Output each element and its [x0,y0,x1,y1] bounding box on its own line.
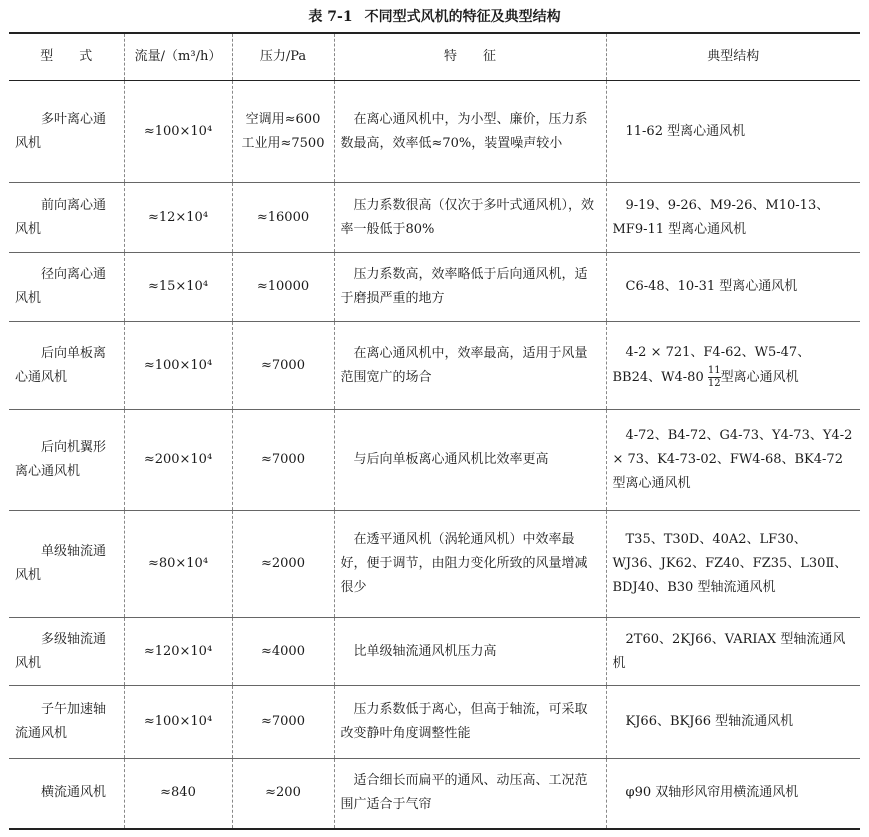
table-row [9,511,860,618]
cell-flow: ≈100×10⁴ [124,686,232,759]
cell-type: 径向离心通风机 [9,253,124,322]
table-row [9,410,860,511]
cell-feature: 在离心通风机中，效率最高，适用于风量范围宽广的场合 [334,322,606,410]
fraction-numerator: 11 [707,365,721,376]
header-pressure: 压力/Pa [232,33,334,81]
cell-structure: 4-72、B4-72、G4-73、Y4-73、Y4-2 × 73、K4-73-02、FW4-68、BK4-72 型离心通风机 [606,410,860,511]
header-flow: 流量/（m³/h） [124,33,232,81]
cell-pressure: ≈4000 [232,618,334,686]
structure-text: 4-2 × 721、F4-62、W5-47、BB24、W4-80 [612,345,811,385]
cell-structure: 9-19、9-26、M9-26、M10-13、MF9-11 型离心通风机 [606,183,860,253]
cell-flow: ≈100×10⁴ [124,81,232,183]
cell-feature: 适合细长而扁平的通风、动压高、工况范围广适合于气帘 [334,759,606,829]
table-row [9,618,860,686]
cell-type: 横流通风机 [9,759,124,829]
cell-type: 后向单板离心通风机 [9,322,124,410]
cell-feature: 与后向单板离心通风机比效率更高 [334,410,606,511]
table-row [9,253,860,322]
cell-flow: ≈120×10⁴ [124,618,232,686]
table-row [9,81,860,183]
pressure-industrial: 工业用≈7500 [241,135,325,151]
cell-pressure: ≈200 [232,759,334,829]
cell-feature: 压力系数高，效率略低于后向通风机，适于磨损严重的地方 [334,253,606,322]
pressure-ac: 空调用≈600 [245,111,321,127]
structure-suffix: 型离心通风机 [720,370,799,385]
cell-type: 子午加速轴流通风机 [9,686,124,759]
header-structure: 典型结构 [606,33,860,81]
fan-types-table [9,32,860,830]
cell-structure: 2T60、2KJ66、VARIAX 型轴流通风机 [606,618,860,686]
cell-feature: 在离心通风机中，为小型、廉价，压力系数最高，效率低≈70%，装置噪声较小 [334,81,606,183]
cell-pressure: ≈16000 [232,183,334,253]
cell-flow: ≈80×10⁴ [124,511,232,618]
cell-type: 前向离心通风机 [9,183,124,253]
table-row [9,759,860,829]
cell-pressure: ≈7000 [232,322,334,410]
cell-flow: ≈200×10⁴ [124,410,232,511]
header-type: 型 式 [9,33,124,81]
table-caption [0,6,869,26]
fraction-denominator: 12 [707,378,721,389]
model-fraction [708,365,721,390]
cell-structure: T35、T30D、40A2、LF30、WJ36、JK62、FZ40、FZ35、L30Ⅱ、BDJ40、B30 型轴流通风机 [606,511,860,618]
cell-pressure: ≈7000 [232,410,334,511]
table-row [9,322,860,410]
cell-pressure: ≈7000 [232,686,334,759]
cell-structure: KJ66、BKJ66 型轴流通风机 [606,686,860,759]
cell-feature: 比单级轴流通风机压力高 [334,618,606,686]
cell-structure: 11-62 型离心通风机 [606,81,860,183]
cell-type: 多级轴流通风机 [9,618,124,686]
cell-pressure: ≈2000 [232,511,334,618]
table-title: 不同型式风机的特征及典型结构 [364,9,561,25]
header-feature: 特 征 [334,33,606,81]
table-row [9,686,860,759]
cell-pressure [232,81,334,183]
cell-feature: 压力系数很高（仅次于多叶式通风机），效率一般低于80% [334,183,606,253]
table-row [9,183,860,253]
cell-flow: ≈15×10⁴ [124,253,232,322]
cell-flow: ≈840 [124,759,232,829]
cell-structure [606,322,860,410]
table-number: 表 7-1 [308,9,353,25]
cell-structure: φ90 双轴形风帘用横流通风机 [606,759,860,829]
cell-type: 多叶离心通风机 [9,81,124,183]
cell-type: 单级轴流通风机 [9,511,124,618]
cell-feature: 在透平通风机（涡轮通风机）中效率最好，便于调节，由阻力变化所致的风量增减很少 [334,511,606,618]
cell-pressure: ≈10000 [232,253,334,322]
cell-type: 后向机翼形离心通风机 [9,410,124,511]
header-row [9,33,860,81]
cell-flow: ≈12×10⁴ [124,183,232,253]
cell-flow: ≈100×10⁴ [124,322,232,410]
cell-feature: 压力系数低于离心，但高于轴流，可采取改变静叶角度调整性能 [334,686,606,759]
cell-structure: C6-48、10-31 型离心通风机 [606,253,860,322]
